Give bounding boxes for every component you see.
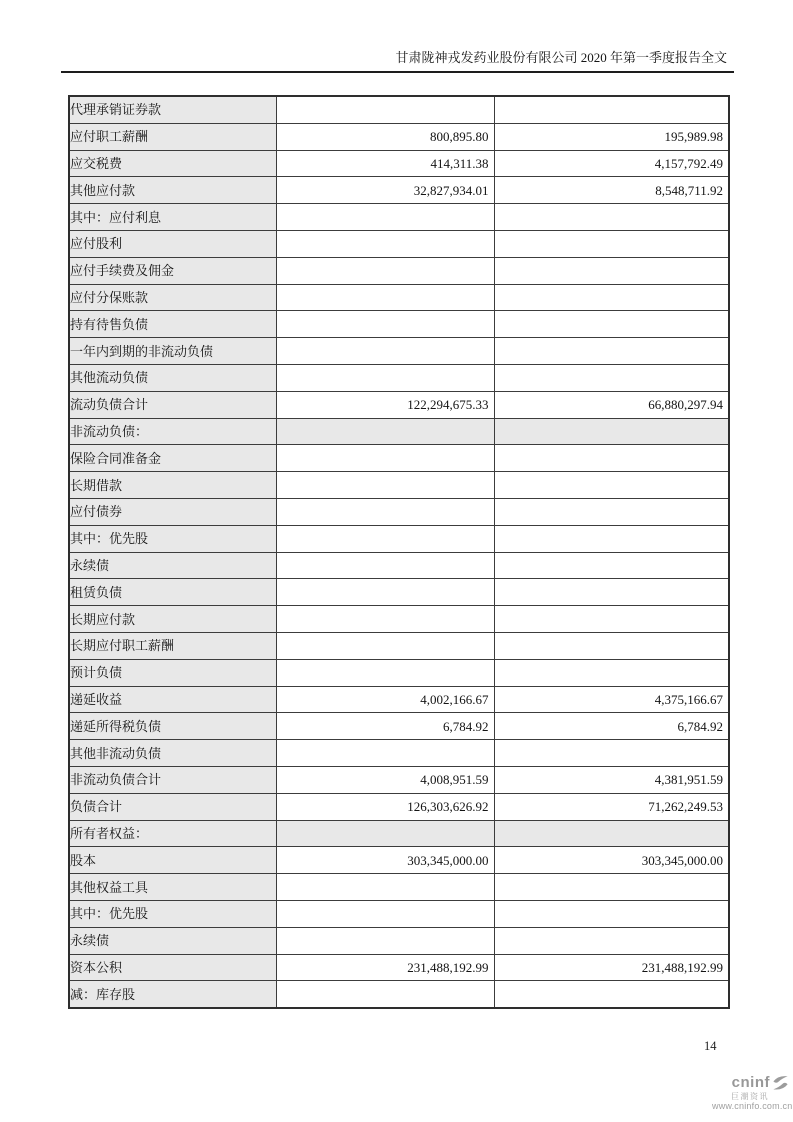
row-value-prior-period: 303,345,000.00: [494, 847, 729, 874]
row-value-current-period: 800,895.80: [276, 123, 494, 150]
row-label: 应付债券: [69, 498, 276, 525]
row-value-current-period: [276, 311, 494, 338]
row-value-current-period: [276, 659, 494, 686]
row-value-prior-period: [494, 284, 729, 311]
row-label: 长期应付职工薪酬: [69, 632, 276, 659]
row-value-current-period: [276, 284, 494, 311]
table-row: [69, 900, 729, 927]
row-value-current-period: [276, 981, 494, 1008]
cninfo-logo-brand-row: [712, 1073, 790, 1092]
row-label: 预计负债: [69, 659, 276, 686]
table-row: [69, 552, 729, 579]
table-row: [69, 230, 729, 257]
table-row: [69, 418, 729, 445]
row-label: 递延收益: [69, 686, 276, 713]
table-row: [69, 606, 729, 633]
table-row: [69, 954, 729, 981]
row-label: 永续债: [69, 927, 276, 954]
row-value-prior-period: [494, 311, 729, 338]
row-value-prior-period: [494, 632, 729, 659]
row-value-current-period: 414,311.38: [276, 150, 494, 177]
row-value-current-period: [276, 552, 494, 579]
row-label: 其他权益工具: [69, 874, 276, 901]
row-value-prior-period: 195,989.98: [494, 123, 729, 150]
table-row: [69, 766, 729, 793]
table-row: [69, 793, 729, 820]
row-value-prior-period: [494, 552, 729, 579]
row-label: 所有者权益：: [69, 820, 276, 847]
balance-sheet-table-body: [69, 96, 729, 1008]
row-value-current-period: [276, 418, 494, 445]
row-label: 其中：优先股: [69, 900, 276, 927]
row-label: 应付分保账款: [69, 284, 276, 311]
table-row: [69, 686, 729, 713]
row-value-prior-period: 231,488,192.99: [494, 954, 729, 981]
row-value-prior-period: [494, 981, 729, 1008]
row-value-current-period: [276, 927, 494, 954]
table-row: [69, 981, 729, 1008]
row-value-prior-period: 6,784.92: [494, 713, 729, 740]
row-label: 保险合同准备金: [69, 445, 276, 472]
row-value-current-period: [276, 498, 494, 525]
row-label: 应付股利: [69, 230, 276, 257]
table-row: [69, 740, 729, 767]
row-label: 持有待售负债: [69, 311, 276, 338]
page-number: 14: [704, 1039, 717, 1053]
row-value-current-period: 122,294,675.33: [276, 391, 494, 418]
row-label: 应交税费: [69, 150, 276, 177]
header-divider-rule: [61, 71, 734, 73]
row-label: 租赁负债: [69, 579, 276, 606]
row-value-current-period: 303,345,000.00: [276, 847, 494, 874]
table-row: [69, 284, 729, 311]
row-value-prior-period: [494, 418, 729, 445]
row-value-prior-period: [494, 525, 729, 552]
row-value-prior-period: [494, 740, 729, 767]
row-label: 其他流动负债: [69, 364, 276, 391]
row-value-current-period: [276, 632, 494, 659]
row-value-prior-period: [494, 606, 729, 633]
row-value-prior-period: 66,880,297.94: [494, 391, 729, 418]
row-value-prior-period: [494, 659, 729, 686]
row-label: 流动负债合计: [69, 391, 276, 418]
table-row: [69, 391, 729, 418]
table-row: [69, 713, 729, 740]
row-label: 其他应付款: [69, 177, 276, 204]
document-header-title: 甘肃陇神戎发药业股份有限公司 2020 年第一季度报告全文: [395, 50, 727, 65]
row-label: 长期借款: [69, 472, 276, 499]
table-row: [69, 579, 729, 606]
row-label: 非流动负债：: [69, 418, 276, 445]
table-row: [69, 927, 729, 954]
row-value-prior-period: [494, 445, 729, 472]
row-label: 应付职工薪酬: [69, 123, 276, 150]
row-value-prior-period: [494, 579, 729, 606]
row-value-current-period: [276, 338, 494, 365]
row-label: 应付手续费及佣金: [69, 257, 276, 284]
row-value-current-period: 4,008,951.59: [276, 766, 494, 793]
row-label: 永续债: [69, 552, 276, 579]
table-row: [69, 847, 729, 874]
cninfo-chinese-name: 巨潮资讯: [731, 1092, 769, 1101]
table-row: [69, 632, 729, 659]
table-row: [69, 204, 729, 231]
row-label: 其他非流动负债: [69, 740, 276, 767]
row-label: 代理承销证券款: [69, 96, 276, 123]
row-value-prior-period: [494, 498, 729, 525]
row-value-current-period: [276, 230, 494, 257]
row-value-current-period: [276, 579, 494, 606]
row-value-current-period: [276, 257, 494, 284]
row-label: 递延所得税负债: [69, 713, 276, 740]
row-label: 其中：应付利息: [69, 204, 276, 231]
row-value-current-period: 126,303,626.92: [276, 793, 494, 820]
row-label: 长期应付款: [69, 606, 276, 633]
row-value-current-period: [276, 204, 494, 231]
row-value-prior-period: [494, 472, 729, 499]
row-label: 负债合计: [69, 793, 276, 820]
row-value-prior-period: 4,381,951.59: [494, 766, 729, 793]
row-value-current-period: [276, 472, 494, 499]
row-value-current-period: [276, 900, 494, 927]
cninfo-brand-text: cninf: [731, 1074, 770, 1091]
row-value-prior-period: 8,548,711.92: [494, 177, 729, 204]
cninfo-logo: [712, 1073, 793, 1112]
table-row: [69, 525, 729, 552]
row-value-prior-period: [494, 96, 729, 123]
row-value-current-period: [276, 874, 494, 901]
table-row: [69, 659, 729, 686]
table-row: [69, 472, 729, 499]
row-value-prior-period: [494, 927, 729, 954]
table-row: [69, 338, 729, 365]
table-row: [69, 257, 729, 284]
row-value-prior-period: [494, 900, 729, 927]
row-value-prior-period: [494, 230, 729, 257]
table-row: [69, 874, 729, 901]
row-label: 非流动负债合计: [69, 766, 276, 793]
row-value-prior-period: [494, 338, 729, 365]
row-value-prior-period: [494, 820, 729, 847]
row-value-current-period: 6,784.92: [276, 713, 494, 740]
table-row: [69, 311, 729, 338]
table-row: [69, 445, 729, 472]
table-row: [69, 123, 729, 150]
row-value-prior-period: [494, 364, 729, 391]
row-value-current-period: [276, 364, 494, 391]
row-value-current-period: 32,827,934.01: [276, 177, 494, 204]
row-value-current-period: [276, 820, 494, 847]
table-row: [69, 96, 729, 123]
row-value-current-period: [276, 96, 494, 123]
cninfo-swoosh-icon: [771, 1074, 790, 1092]
table-row: [69, 498, 729, 525]
row-value-current-period: [276, 445, 494, 472]
row-value-current-period: [276, 606, 494, 633]
row-value-current-period: 4,002,166.67: [276, 686, 494, 713]
row-value-current-period: [276, 525, 494, 552]
cninfo-url: www.cninfo.com.cn: [712, 1101, 793, 1111]
row-label: 其中：优先股: [69, 525, 276, 552]
table-row: [69, 177, 729, 204]
row-value-prior-period: 4,157,792.49: [494, 150, 729, 177]
table-row: [69, 150, 729, 177]
row-label: 股本: [69, 847, 276, 874]
row-value-current-period: 231,488,192.99: [276, 954, 494, 981]
row-value-prior-period: [494, 204, 729, 231]
row-label: 一年内到期的非流动负债: [69, 338, 276, 365]
table-row: [69, 364, 729, 391]
row-label: 减：库存股: [69, 981, 276, 1008]
table-row: [69, 820, 729, 847]
balance-sheet-table: [68, 95, 730, 1009]
row-value-current-period: [276, 740, 494, 767]
row-value-prior-period: 71,262,249.53: [494, 793, 729, 820]
row-value-prior-period: [494, 257, 729, 284]
row-value-prior-period: [494, 874, 729, 901]
row-label: 资本公积: [69, 954, 276, 981]
row-value-prior-period: 4,375,166.67: [494, 686, 729, 713]
